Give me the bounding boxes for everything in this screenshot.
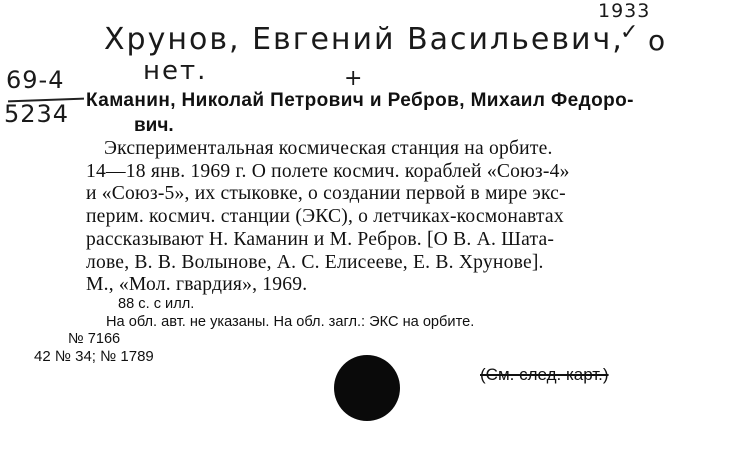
handwritten-check-mark: ✓ [620, 20, 640, 45]
author-line2: вич. [134, 115, 174, 136]
handwritten-name-line1: Хрунов, Евгений Васильевич, [104, 22, 624, 57]
see-next-card: (См. след. карт.) [480, 365, 609, 384]
ink-blot [334, 355, 400, 421]
body-line: перим. космич. станции (ЭКС), о летчиках-космонавтах [86, 206, 564, 227]
handwritten-code-top: 69-4 [6, 66, 65, 94]
handwritten-code-bottom: 5234 [4, 100, 70, 128]
body-line: рассказывают Н. Каманин и М. Ребров. [О В. А. Шата- [86, 229, 555, 250]
body-line: и «Союз-5», их стыковке, о создании первой в мире экс- [86, 183, 566, 204]
handwritten-name-line2: нет. [143, 56, 208, 86]
pages-info: 88 с. с илл. [118, 296, 195, 312]
handwritten-year: 1933 [598, 0, 651, 22]
body-line: М., «Мол. гвардия», 1969. [86, 274, 308, 295]
body-line: Экспериментальная космическая станция на орбите. [104, 138, 553, 159]
author-line1: Каманин, Николай Петрович и Ребров, Михаил Федоро- [86, 90, 634, 111]
handwritten-o-mark: о [648, 24, 667, 57]
body-line: 14—18 янв. 1969 г. О полете космич. кораблей «Союз-4» [86, 161, 570, 182]
cover-note: На обл. авт. не указаны. На обл. загл.: ЭКС на орбите. [106, 314, 475, 330]
handwritten-plus-mark: + [344, 66, 364, 91]
body-line: лове, В. В. Волынове, А. С. Елисееве, Е. В. Хрунове]. [86, 252, 544, 273]
card-number: № 7166 [68, 331, 121, 347]
registry-numbers: 42 № 34; № 1789 [34, 348, 154, 365]
